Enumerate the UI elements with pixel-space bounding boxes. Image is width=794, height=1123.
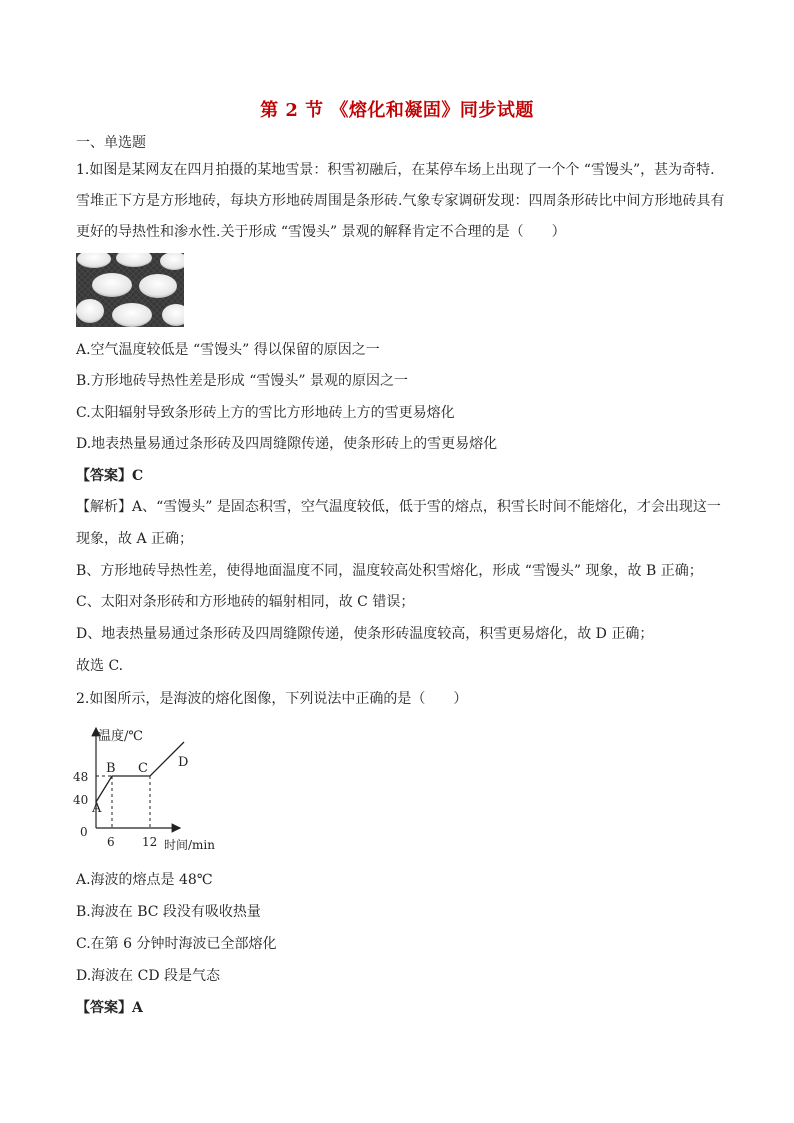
q1-analysis-line-6: 故选 C. bbox=[76, 658, 124, 674]
snow-mound-photo bbox=[76, 253, 184, 327]
q1-stem-line-2: 雪堆正下方是方形地砖，每块方形地砖周围是条形砖.气象专家调研发现：四周条形砖比中间方形地砖具有 bbox=[76, 193, 725, 209]
q1-option-d: D.地表热量易通过条形砖及四周缝隙传递，使条形砖上的雪更易熔化 bbox=[76, 436, 498, 452]
point-a-label: A bbox=[92, 801, 102, 816]
page-title: 第 2 节 《熔化和凝固》同步试题 bbox=[260, 100, 534, 121]
point-c-label: C bbox=[138, 761, 148, 776]
melting-graph bbox=[72, 722, 232, 854]
q2-option-a: A.海波的熔点是 48℃ bbox=[76, 872, 213, 888]
origin-label: 0 bbox=[80, 825, 88, 839]
x-axis-label: 时间/min bbox=[164, 838, 215, 852]
q2-stem: 2.如图所示，是海波的熔化图像，下列说法中正确的是（ ） bbox=[76, 691, 468, 707]
q1-answer: 【答案】C bbox=[76, 468, 144, 484]
q1-analysis-line-2: 现象，故 A 正确； bbox=[76, 531, 194, 547]
point-d-label: D bbox=[178, 755, 189, 770]
x-tick-6: 6 bbox=[107, 835, 115, 849]
section-heading: 一、单选题 bbox=[76, 135, 146, 151]
q1-analysis-line-4: C、太阳对条形砖和方形地砖的辐射相同，故 C 错误； bbox=[76, 594, 415, 610]
q1-analysis-line-5: D、地表热量易通过条形砖及四周缝隙传递，使条形砖温度较高，积雪更易熔化，故 D 正确； bbox=[76, 626, 654, 642]
q2-option-d: D.海波在 CD 段是气态 bbox=[76, 968, 221, 984]
q2-option-b: B.海波在 BC 段没有吸收热量 bbox=[76, 904, 261, 920]
q1-option-b: B.方形地砖导热性差是形成 “雪馒头” 景观的原因之一 bbox=[76, 373, 408, 389]
q2-answer: 【答案】A bbox=[76, 1000, 143, 1016]
q1-analysis-line-3: B、方形地砖导热性差，使得地面温度不同，温度较高处积雪熔化，形成 “雪馒头” 现象，故 B 正确； bbox=[76, 563, 703, 579]
q2-option-c: C.在第 6 分钟时海波已全部熔化 bbox=[76, 936, 277, 952]
y-axis-label: 温度/℃ bbox=[98, 729, 143, 744]
point-b-label: B bbox=[106, 761, 116, 776]
q1-analysis-line-1: 【解析】A、“雪馒头” 是固态积雪，空气温度较低，低于雪的熔点，积雪长时间不能熔化，才会出现这一 bbox=[76, 499, 721, 515]
q1-option-c: C.太阳辐射导致条形砖上方的雪比方形地砖上方的雪更易熔化 bbox=[76, 405, 455, 421]
q1-option-a: A.空气温度较低是 “雪馒头” 得以保留的原因之一 bbox=[76, 342, 380, 358]
y-tick-40: 40 bbox=[73, 793, 89, 807]
x-tick-12: 12 bbox=[142, 835, 158, 849]
y-tick-48: 48 bbox=[73, 770, 89, 784]
q1-stem-line-3: 更好的导热性和渗水性.关于形成 “雪馒头” 景观的解释肯定不合理的是（ ） bbox=[76, 224, 566, 240]
q1-stem-line-1: 1.如图是某网友在四月拍摄的某地雪景：积雪初融后，在某停车场上出现了一个个 “雪馒头”，甚为奇特. bbox=[76, 162, 715, 178]
